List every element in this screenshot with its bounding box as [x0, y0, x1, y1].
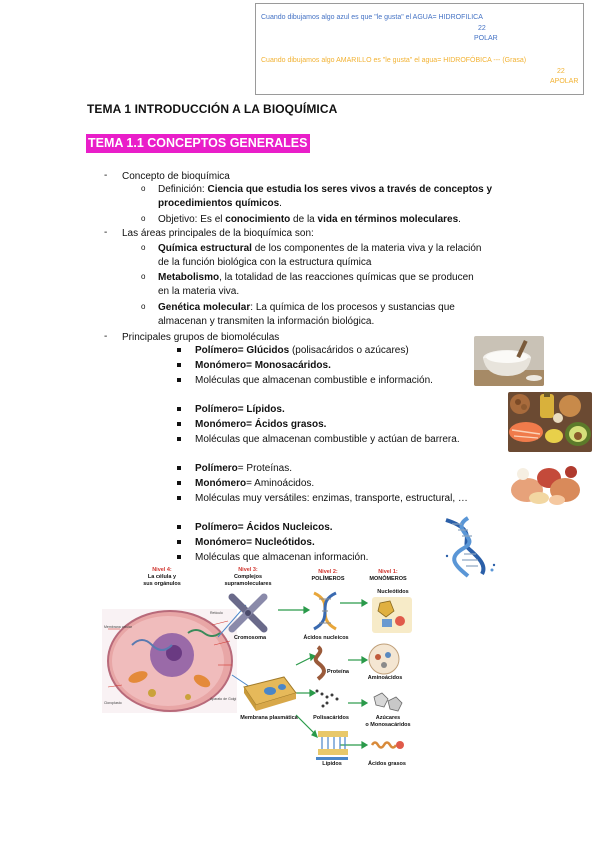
- level-2-subtitle: POLÍMEROS: [311, 576, 345, 582]
- square-bullet-icon: [177, 363, 181, 367]
- square-bullet-icon: [177, 496, 181, 500]
- areas-title: Las áreas principales de la bioquímica son:: [122, 228, 314, 239]
- dash-bullet: -: [104, 170, 108, 181]
- circle-bullet-icon: o: [141, 302, 146, 311]
- concepto-title: Concepto de bioquímica: [122, 171, 230, 182]
- dna-helix-image: [438, 516, 502, 578]
- note-line-1-word: POLAR: [474, 35, 498, 42]
- grupos-title: Principales grupos de biomoléculas: [122, 332, 280, 343]
- g4-polimero: Polímero= Ácidos Nucleicos.: [195, 522, 333, 533]
- nucleotide-icon: [372, 597, 412, 633]
- objetivo-line: [158, 213, 461, 226]
- g1-monomero: Monómero= Monosacáridos.: [195, 360, 331, 371]
- area-2-line-1: [158, 271, 474, 284]
- note-line-1-num: 22: [478, 25, 486, 32]
- membrana-label: Membrana plasmática: [240, 715, 298, 721]
- square-bullet-icon: [177, 555, 181, 559]
- azucares-label: Azúcares o Monosacáridos: [365, 715, 411, 728]
- chromosome-icon: [226, 593, 270, 633]
- protein-foods-image: [509, 460, 583, 508]
- note-line-2-num: 22: [557, 68, 565, 75]
- g4-desc: Moléculas que almacenan información.: [195, 552, 369, 563]
- sugar-icon: [370, 689, 404, 715]
- note-box: [255, 3, 584, 95]
- level-2-label: Nivel 2:: [318, 569, 338, 575]
- page-title: TEMA 1 INTRODUCCIÓN A LA BIOQUÍMICA: [87, 102, 338, 116]
- g1-polimero-rest: (polisacáridos o azúcares): [289, 345, 409, 356]
- square-bullet-icon: [177, 466, 181, 470]
- polysaccharide-icon: [314, 687, 342, 709]
- area-3-line-2: almacenan y transmiten la información biológica.: [158, 316, 375, 327]
- square-bullet-icon: [177, 378, 181, 382]
- area-1-text: de los componentes de la materia viva y la relación: [251, 243, 482, 254]
- nucleotidos-label: Nucleótidos: [377, 589, 409, 595]
- cell-label: Membrana celular: [104, 625, 133, 629]
- organization-levels-diagram: [100, 565, 430, 775]
- area-3-name: Genética molecular: [158, 302, 251, 313]
- level-3-label: Nivel 3:: [238, 567, 258, 573]
- area-2-name: Metabolismo: [158, 272, 220, 283]
- g3-monomero-rest: = Aminoácidos.: [246, 478, 315, 489]
- g1-polimero: [195, 344, 409, 357]
- g2-polimero: Polímero= Lípidos.: [195, 404, 285, 415]
- definicion-line-1: [158, 183, 492, 196]
- lipidos-label: Lípidos: [322, 761, 342, 767]
- plasma-membrane-icon: [240, 673, 298, 713]
- dash-bullet: -: [104, 331, 108, 342]
- aminoacidos-label: Aminoácidos: [367, 675, 403, 681]
- circle-bullet-icon: o: [141, 272, 146, 281]
- note-line-2-word: APOLAR: [550, 78, 579, 85]
- circle-bullet-icon: o: [141, 214, 146, 223]
- g1-polimero-bold: Polímero= Glúcidos: [195, 345, 290, 356]
- lipid-underline: [316, 757, 348, 760]
- g2-desc: Moléculas que almacenan combustible y actúan de barrera.: [195, 434, 460, 445]
- nucleic-acid-icon: [310, 591, 340, 631]
- square-bullet-icon: [177, 348, 181, 352]
- area-1-line-1: [158, 242, 482, 255]
- g3-monomero: [195, 477, 314, 490]
- sugar-bowl-image: [474, 336, 544, 386]
- level-4-label: Nivel 4:: [152, 567, 172, 573]
- g3-polimero: [195, 462, 292, 475]
- level-4-subtitle: La célula y sus orgánulos: [143, 574, 181, 587]
- cromosoma-label: Cromosoma: [233, 635, 267, 641]
- square-bullet-icon: [177, 437, 181, 441]
- cell-label: Aparato de Golgi: [210, 697, 237, 701]
- fatty-acid-icon: [370, 737, 406, 753]
- definicion-label: Definición:: [158, 184, 208, 195]
- square-bullet-icon: [177, 481, 181, 485]
- square-bullet-icon: [177, 525, 181, 529]
- area-2-line-2: en la materia viva.: [158, 286, 240, 297]
- g3-polimero-rest: = Proteínas.: [237, 463, 292, 474]
- acidos-grasos-label: Ácidos grasos: [368, 761, 406, 767]
- definicion-text-2: procedimientos químicos: [158, 198, 280, 209]
- area-2-text: , la totalidad de las reacciones químicas que se producen: [219, 272, 474, 283]
- polisacaridos-label: Polisacáridos: [313, 715, 349, 721]
- note-line-2: Cuando dibujamos algo AMARILLO es "le gusta" el agua= HIDROFÓBICA --- (Grasa): [261, 57, 527, 64]
- g4-monomero: Monómero= Nucleótidos.: [195, 537, 315, 548]
- g3-polimero-bold: Polímero: [195, 463, 238, 474]
- amino-acid-icon: [364, 643, 404, 675]
- objetivo-bold-2: vida en términos moleculares: [317, 214, 459, 225]
- section-title: TEMA 1.1 CONCEPTOS GENERALES: [86, 134, 310, 153]
- dash-bullet: -: [104, 227, 108, 238]
- square-bullet-icon: [177, 422, 181, 426]
- cell-label: Cloroplasto: [104, 701, 122, 705]
- level-1-subtitle: MONÓMEROS: [369, 576, 407, 582]
- square-bullet-icon: [177, 540, 181, 544]
- definicion-text: Ciencia que estudia los seres vivos a través de conceptos y: [207, 184, 493, 195]
- g3-desc: Moléculas muy versátiles: enzimas, transporte, estructural, …: [195, 493, 468, 504]
- area-3-text: : La química de los procesos y sustancias que: [250, 302, 455, 313]
- level-3-subtitle: Complejos supramoleculares: [224, 574, 272, 587]
- definicion-end: .: [279, 198, 282, 209]
- area-1-name: Química estructural: [158, 243, 252, 254]
- area-3-line-1: [158, 301, 455, 314]
- lipid-bilayer-icon: [318, 729, 348, 757]
- note-line-1: Cuando dibujamos algo azul es que "le gusta" el AGUA= HIDROFILICA: [261, 14, 483, 21]
- protein-icon: [308, 645, 328, 685]
- g1-desc: Moléculas que almacenan combustible e información.: [195, 375, 433, 386]
- definicion-line-2: [158, 197, 282, 210]
- g2-monomero: Monómero= Ácidos grasos.: [195, 419, 327, 430]
- circle-bullet-icon: o: [141, 243, 146, 252]
- level-1-label: Nivel 1:: [378, 569, 398, 575]
- g3-monomero-bold: Monómero: [195, 478, 247, 489]
- area-1-line-2: de la función biológica con la estructura química: [158, 257, 372, 268]
- objetivo-mid: de la: [290, 214, 318, 225]
- objetivo-end: .: [458, 214, 461, 225]
- acidos-nucleicos-label: Ácidos nucleicos: [303, 635, 349, 641]
- proteina-label: Proteína: [326, 669, 349, 675]
- lipid-foods-image: [508, 392, 592, 452]
- cell-label: Retículo: [210, 611, 223, 615]
- objetivo-label: Objetivo: Es el: [158, 214, 226, 225]
- square-bullet-icon: [177, 407, 181, 411]
- objetivo-bold-1: conocimiento: [225, 214, 291, 225]
- circle-bullet-icon: o: [141, 184, 146, 193]
